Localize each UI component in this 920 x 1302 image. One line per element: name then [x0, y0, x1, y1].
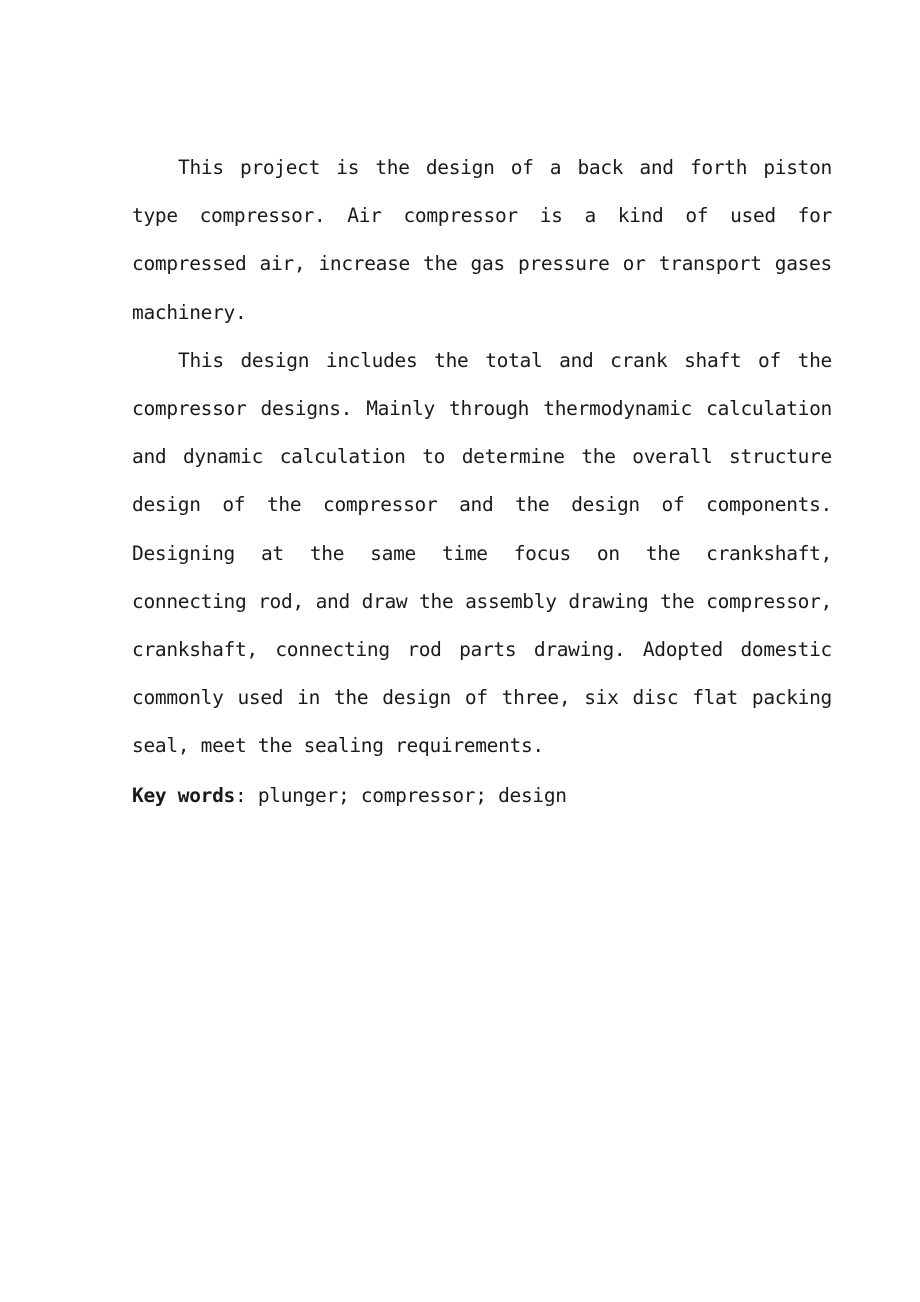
keywords-label: Key words	[132, 784, 235, 807]
abstract-body	[132, 144, 832, 771]
keywords-separator: :	[234, 784, 258, 807]
keywords-text: plunger; compressor; design	[257, 784, 567, 807]
keywords-line	[132, 772, 832, 820]
abstract-paragraph-1: This project is the design of a back and forth piston type compressor. Air compressor is a kind of used for compressed air, increase the gas pressure or transport gases machinery.	[132, 156, 832, 324]
abstract-paragraph-2: This design includes the total and crank shaft of the compressor designs. Mainly through thermodynamic calculation and dynamic calculation to determine the overall structure design of the compressor and the design of components. Designing at the same time focus on the crankshaft, connecting rod, and draw the assembly drawing the compressor, crankshaft, connecting rod parts drawing. Adopted domestic commonly used in the design of three, six disc flat packing seal, meet the sealing requirements.	[132, 348, 832, 758]
